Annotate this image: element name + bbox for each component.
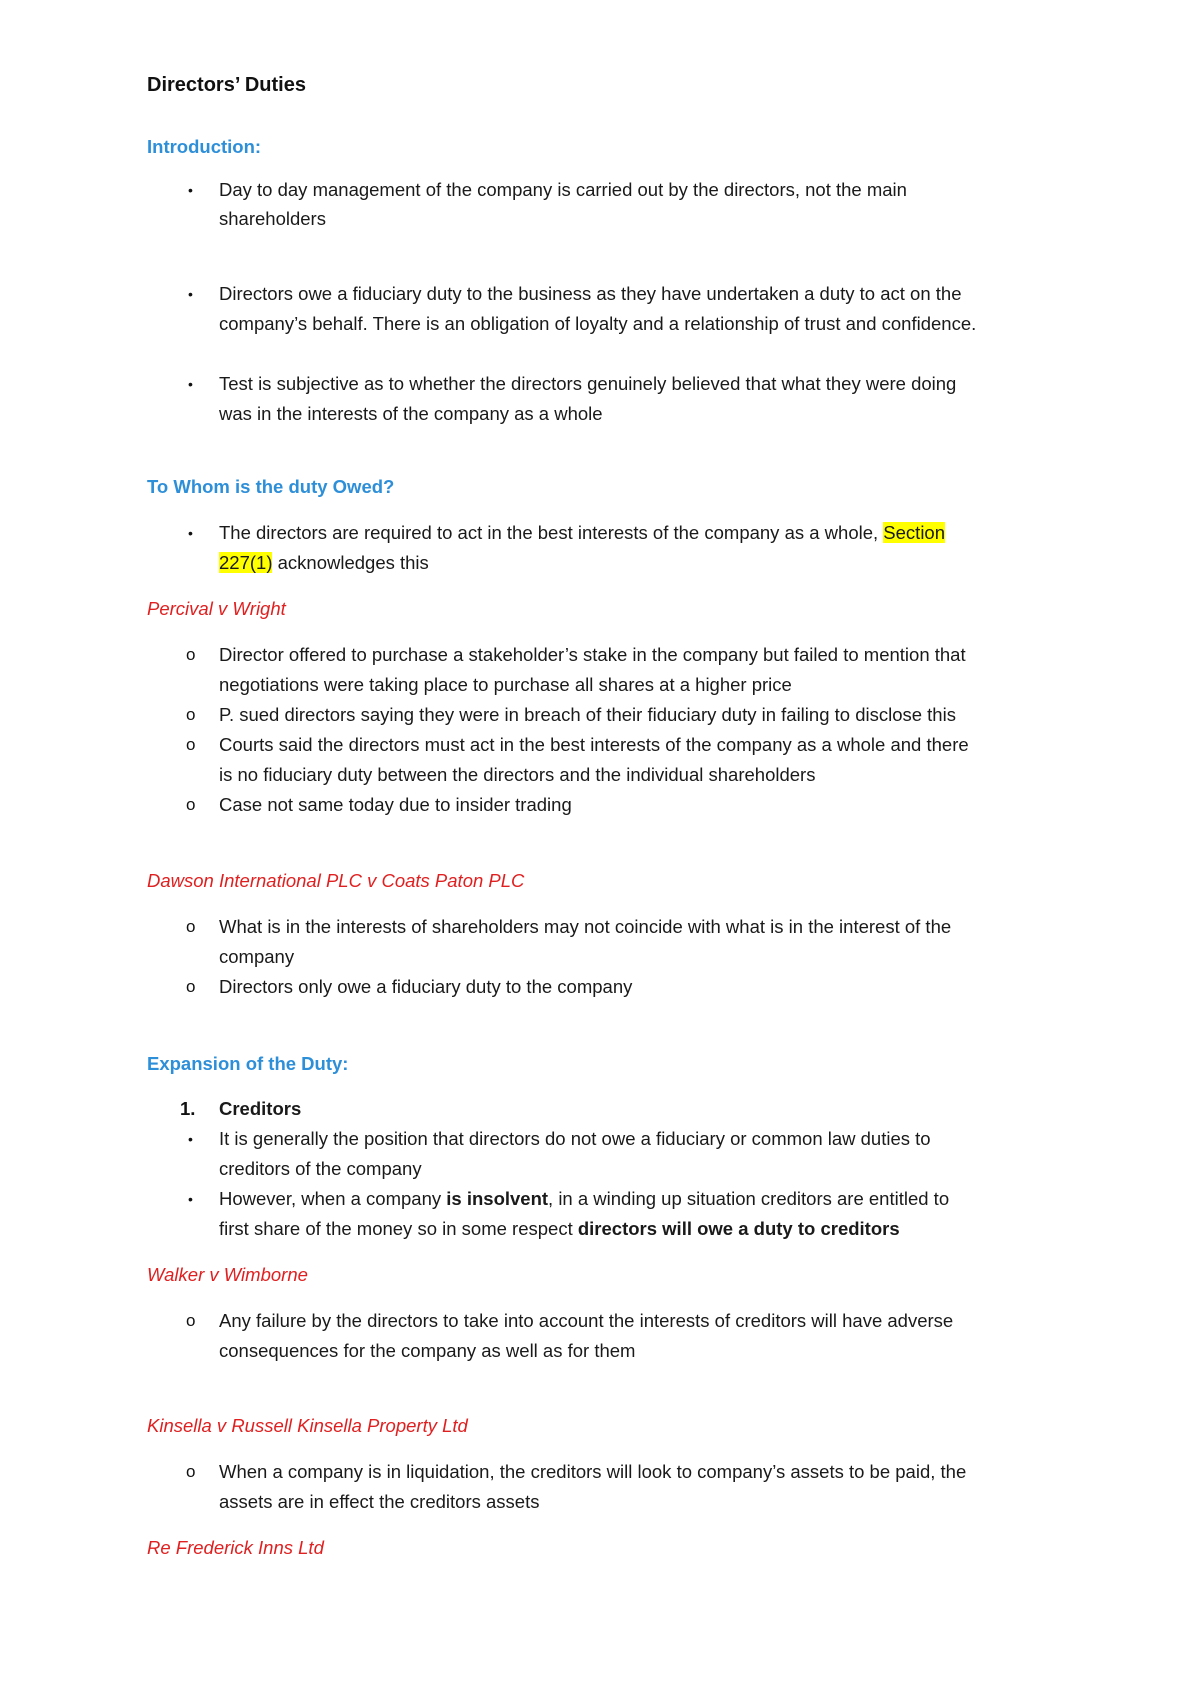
kinsella-point-1-line-1: When a company is in liquidation, the creditors will look to company’s assets to be paid, the — [219, 1461, 967, 1482]
case-name-percival-v-wright: Percival v Wright — [147, 598, 286, 619]
creditors-bullet-1-line-2: creditors of the company — [219, 1158, 422, 1179]
document-title: Directors’ Duties — [147, 74, 306, 96]
open-bullet-icon: o — [186, 735, 196, 754]
percival-point-4: Case not same today due to insider trading — [219, 794, 572, 815]
intro-bullet-3-line-2: was in the interests of the company as a whole — [219, 403, 603, 424]
kinsella-point-1-line-2: assets are in effect the creditors assets — [219, 1491, 540, 1512]
bullet-icon: • — [188, 1131, 193, 1147]
walker-point-1-line-2: consequences for the company as well as for them — [219, 1340, 636, 1361]
bullet-icon: • — [188, 525, 193, 541]
open-bullet-icon: o — [186, 917, 196, 936]
open-bullet-icon: o — [186, 705, 196, 724]
intro-bullet-2-line-1: Directors owe a fiduciary duty to the business as they have undertaken a duty to act on the — [219, 283, 962, 304]
creditors-bullet-1-line-1: It is generally the position that directors do not owe a fiduciary or common law duties to — [219, 1128, 931, 1149]
percival-point-3-line-1: Courts said the directors must act in the best interests of the company as a whole and there — [219, 734, 969, 755]
percival-point-2: P. sued directors saying they were in breach of their fiduciary duty in failing to disclose this — [219, 704, 956, 725]
list-number: 1. — [180, 1098, 196, 1119]
highlighted-section-reference: Section — [883, 522, 946, 543]
bullet-icon: • — [188, 376, 193, 392]
case-name-re-frederick-inns: Re Frederick Inns Ltd — [147, 1537, 324, 1558]
section-heading-expansion: Expansion of the Duty: — [147, 1053, 349, 1074]
open-bullet-icon: o — [186, 795, 196, 814]
percival-point-3-line-2: is no fiduciary duty between the directors and the individual shareholders — [219, 764, 816, 785]
dawson-point-1-line-1: What is in the interests of shareholders may not coincide with what is in the interest of the — [219, 916, 952, 937]
bullet-icon: • — [188, 1191, 193, 1207]
dawson-point-1-line-2: company — [219, 946, 295, 967]
creditors-bullet-2-line-1: However, when a company is insolvent, in a winding up situation creditors are entitled to — [219, 1188, 950, 1209]
subheading-creditors: Creditors — [219, 1098, 302, 1119]
bullet-icon: • — [188, 182, 193, 198]
owed-bullet-line-1: The directors are required to act in the best interests of the company as a whole, Section — [219, 522, 946, 543]
section-heading-introduction: Introduction: — [147, 136, 262, 157]
case-name-kinsella: Kinsella v Russell Kinsella Property Ltd — [147, 1415, 468, 1436]
open-bullet-icon: o — [186, 1311, 196, 1330]
open-bullet-icon: o — [186, 977, 196, 996]
case-name-walker-v-wimborne: Walker v Wimborne — [147, 1264, 308, 1285]
owed-bullet-line-2: 227(1) acknowledges this — [219, 552, 429, 573]
intro-bullet-2-line-2: company’s behalf. There is an obligation of loyalty and a relationship of trust and confidence. — [219, 313, 977, 334]
walker-point-1-line-1: Any failure by the directors to take into account the interests of creditors will have adverse — [219, 1310, 954, 1331]
percival-point-1-line-2: negotiations were taking place to purchase all shares at a higher price — [219, 674, 792, 695]
intro-bullet-3-line-1: Test is subjective as to whether the directors genuinely believed that what they were doing — [219, 373, 957, 394]
intro-bullet-1-line-2: shareholders — [219, 208, 326, 229]
percival-point-1-line-1: Director offered to purchase a stakeholder’s stake in the company but failed to mention that — [219, 644, 966, 665]
intro-bullet-1-line-1: Day to day management of the company is carried out by the directors, not the main — [219, 179, 907, 200]
case-name-dawson: Dawson International PLC v Coats Paton PLC — [147, 870, 525, 891]
highlighted-section-number: 227(1) — [219, 552, 273, 573]
creditors-bullet-2-line-2: first share of the money so in some respect directors will owe a duty to creditors — [219, 1218, 900, 1239]
section-heading-to-whom: To Whom is the duty Owed? — [147, 476, 395, 497]
dawson-point-2: Directors only owe a fiduciary duty to the company — [219, 976, 633, 997]
open-bullet-icon: o — [186, 645, 196, 664]
bullet-icon: • — [188, 286, 193, 302]
open-bullet-icon: o — [186, 1462, 196, 1481]
